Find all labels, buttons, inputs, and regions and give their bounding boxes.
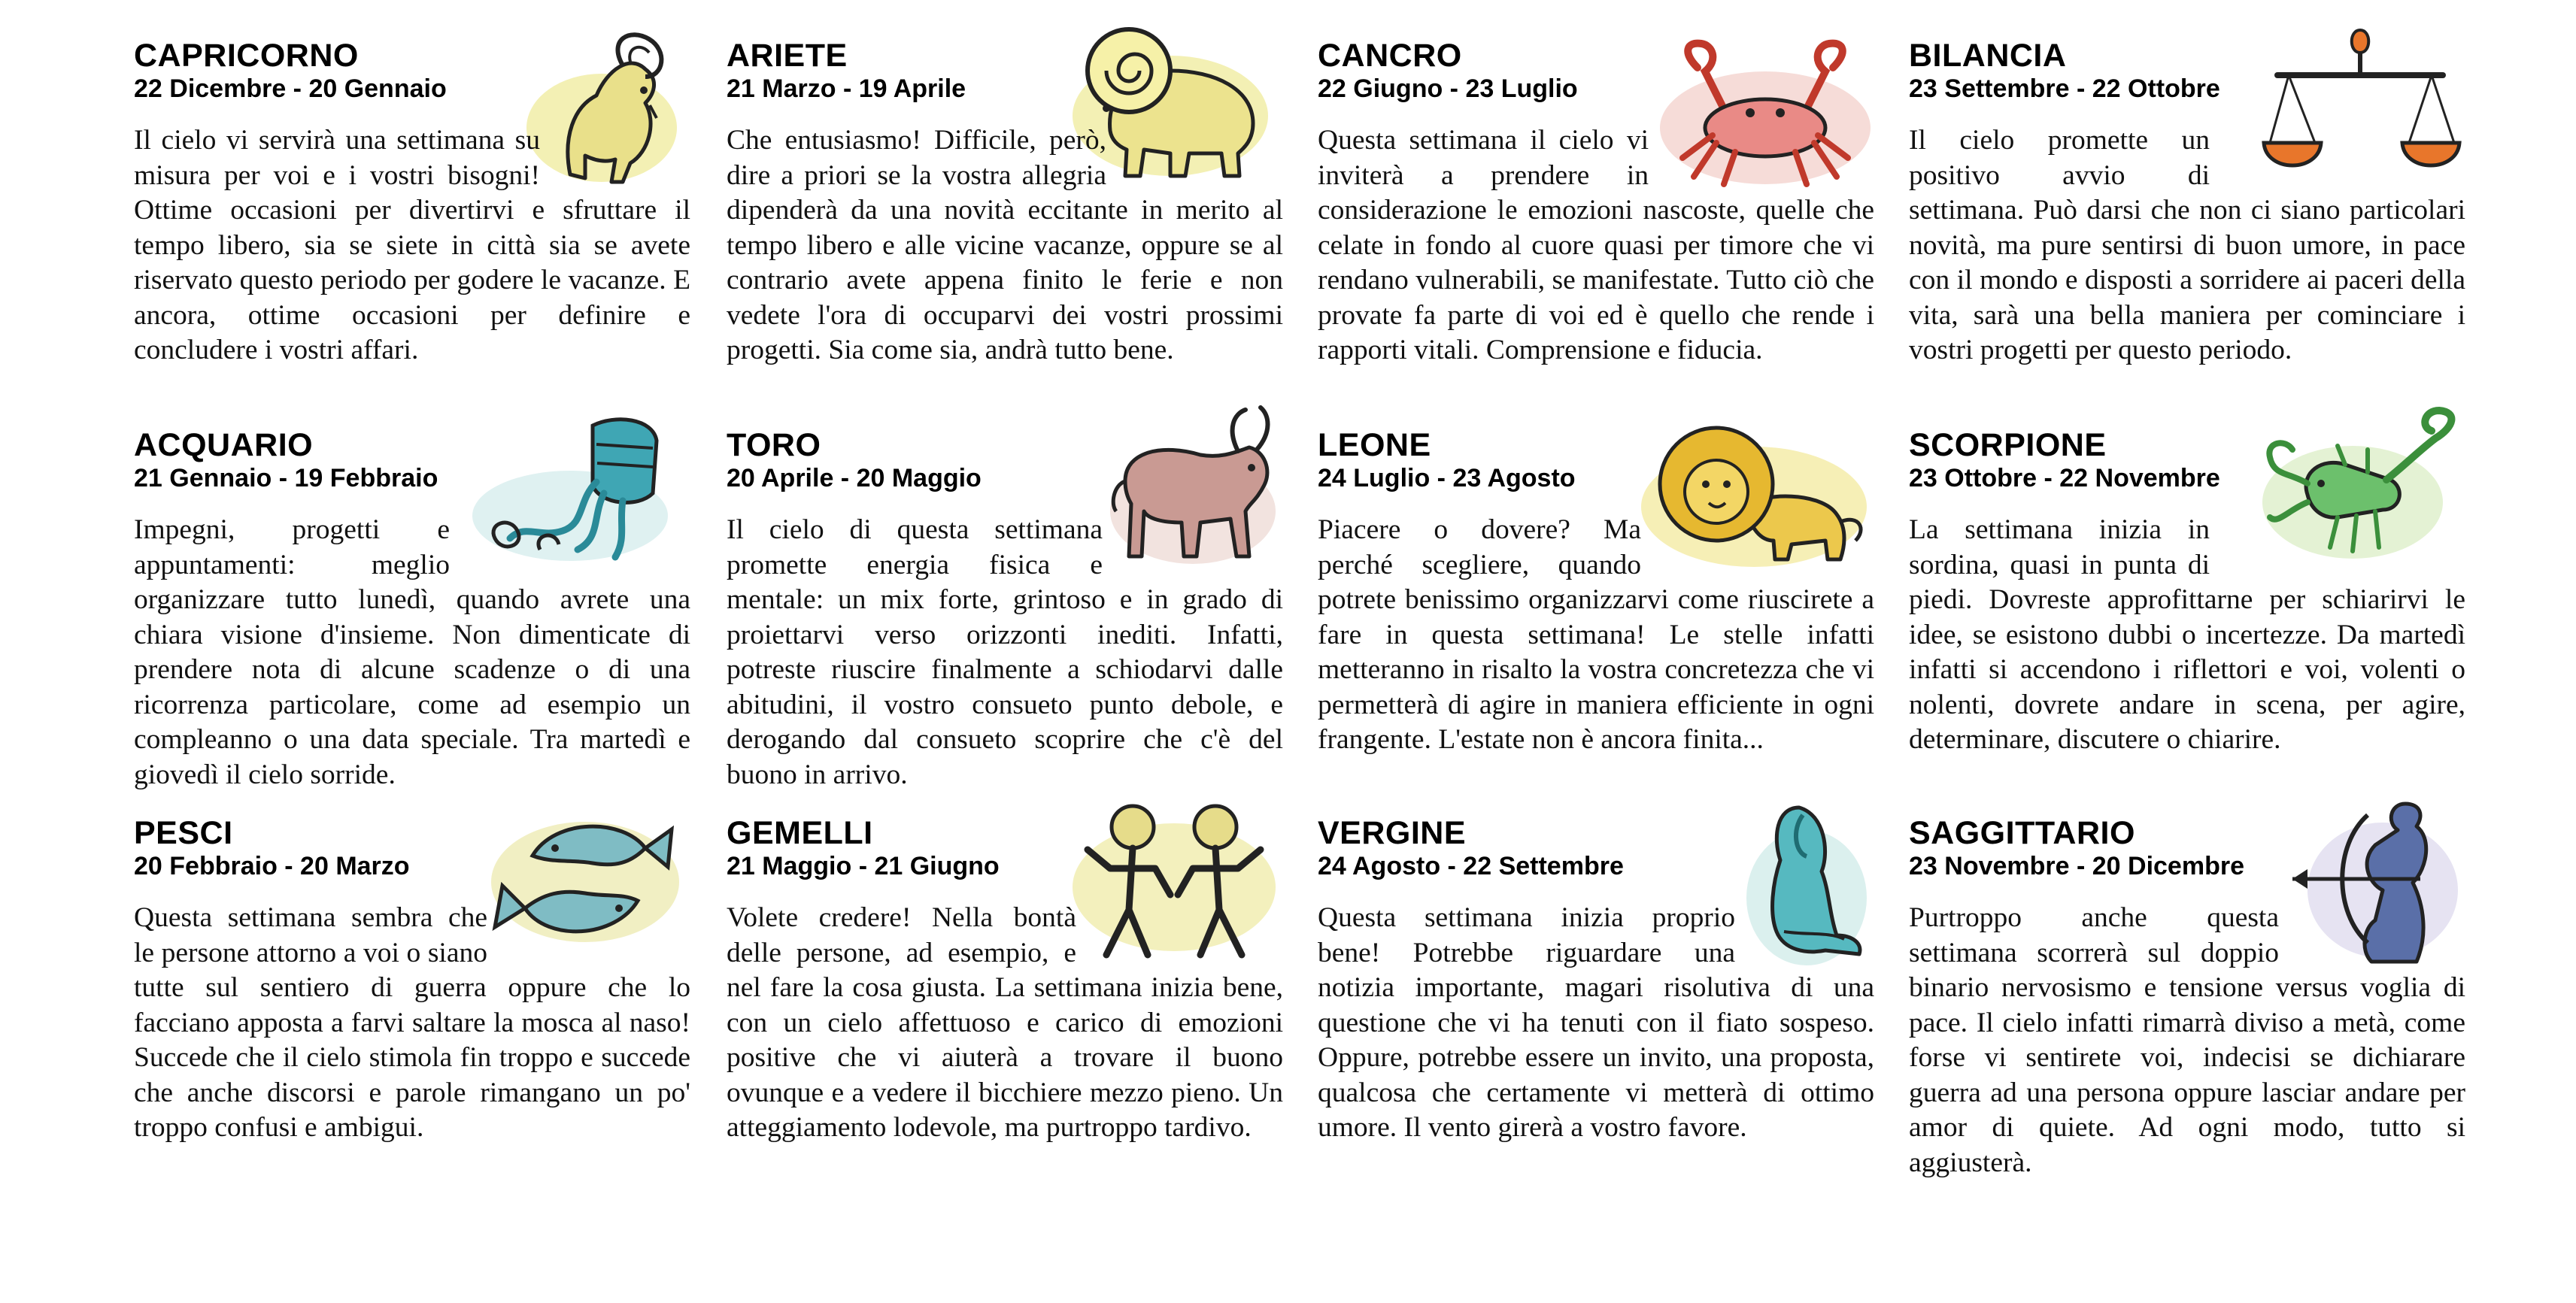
sign-name: GEMELLI: [727, 815, 873, 851]
sign-text: Questa settimana il cielo vi inviterà a prendere in considerazione le emozioni nascoste, quelle che celate in fondo al cuore quasi per timore che vi rendano vulnerabili, se manifestate. Tutto ciò che provate fa parte di voi ed è quello che rende i rapporti vitali. Comprensione e fiducia.: [1318, 125, 1874, 365]
sign-text: La settimana inizia in sordina, quasi in punta di piedi. Dovreste approfittarne per schiarirvi le idee, se esistono dubbi o incertezze. Da martedì infatti si accendono i riflettori e voi, volenti o nolenti, dovrete andare in scena, per agire, determinare, discutere o chiarire.: [1909, 514, 2465, 755]
sign-scorpione: [1909, 427, 2465, 803]
sign-name: CAPRICORNO: [134, 38, 359, 74]
sign-dates: 22 Giugno - 23 Luglio: [1318, 74, 1578, 103]
sign-pesci: [134, 815, 690, 1191]
sign-gemelli: [727, 815, 1283, 1191]
sign-dates: 21 Maggio - 21 Giugno: [727, 852, 1000, 880]
sign-dates: 21 Gennaio - 19 Febbraio: [134, 464, 438, 492]
sign-dates: 20 Aprile - 20 Maggio: [727, 464, 982, 492]
sign-text: Il cielo di questa settimana promette energia fisica e mentale: un mix forte, grintoso e in grado di proiettarvi verso orizzonti inediti. Infatti, potreste riuscire finalmente a schiodarvi dalle abitudini, il vostro consueto punto debole, e derogando dal consueto scoprire che c'è del buono in arrivo.: [727, 514, 1283, 790]
sign-text: Purtroppo anche questa settimana scorrerà sul doppio binario nervosismo e tensione versus voglia di pace. Il cielo infatti rimarrà diviso a metà, come forse vi sentirete voi, indecisi se dichiarare guerra ad una persona oppure lasciar andare per amor di quiete. Ad ogni modo, tutto si aggiusterà.: [1909, 902, 2465, 1178]
sign-text: Questa settimana sembra che le persone attorno a voi o siano tutte sul sentiero di guerra oppure che lo facciano apposta a farvi saltare la mosca al naso! Succede che il cielo stimola fin troppo e succede che anche discorsi e parole rimangano un po' troppo confusi e ambigui.: [134, 902, 690, 1143]
sign-dates: 22 Dicembre - 20 Gennaio: [134, 74, 447, 103]
sign-dates: 23 Settembre - 22 Ottobre: [1909, 74, 2220, 103]
sign-text: Che entusiasmo! Difficile, però, dire a priori se la vostra allegria dipenderà da una novità eccitante in merito al tempo libero e alle vicine vacanze, oppure se al contrario avete appena finito le ferie e non vedete l'ora di occuparvi dei vostri prossimi progetti. Sia come sia, andrà tutto bene.: [727, 125, 1283, 365]
sign-name: BILANCIA: [1909, 38, 2067, 74]
sign-bilancia: [1909, 38, 2465, 414]
sign-vergine: [1318, 815, 1874, 1191]
sign-dates: 20 Febbraio - 20 Marzo: [134, 852, 410, 880]
sign-toro: [727, 427, 1283, 803]
sign-ariete: [727, 38, 1283, 414]
sign-text: Il cielo promette un positivo avvio di settimana. Può darsi che non ci siano particolari novità, ma pure sentirsi di buon umore, in pace con il mondo e disposti a sorridere ai paceri della vita, sarà una bella maniera per cominciare i vostri progetti per questo periodo.: [1909, 125, 2465, 365]
sign-text: Piacere o dovere? Ma perché scegliere, quando potrete benissimo organizzarvi come riuscirete a fare in questa settimana! Le stelle infatti metteranno in risalto la vostra concretezza che vi permetterà di agire in maniera efficiente in ogni frangente. L'estate non è ancora finita...: [1318, 514, 1874, 755]
sign-acquario: [134, 427, 690, 803]
sign-name: ARIETE: [727, 38, 848, 74]
sign-name: ACQUARIO: [134, 427, 314, 463]
sign-dates: 23 Ottobre - 22 Novembre: [1909, 464, 2220, 492]
sign-leone: [1318, 427, 1874, 803]
sign-name: PESCI: [134, 815, 233, 851]
sign-name: TORO: [727, 427, 821, 463]
sign-dates: 24 Agosto - 22 Settembre: [1318, 852, 1624, 880]
sign-text: Volete credere! Nella bontà delle persone, ad esempio, e nel fare la cosa giusta. La settimana inizia bene, con un cielo affettuoso e carico di emozioni positive che vi aiuterà a trovare il buono ovunque e a vedere il bicchiere mezzo pieno. Un atteggiamento lodevole, ma purtroppo tardivo.: [727, 902, 1283, 1143]
sign-name: SCORPIONE: [1909, 427, 2107, 463]
sign-text: Questa settimana inizia proprio bene! Potrebbe riguardare una notizia importante, magari risolutiva di una questione che vi ha tenuti con il fiato sospeso. Oppure, potrebbe essere un invito, una proposta, qualcosa che certamente vi metterà di ottimo umore. Il vento girerà a vostro favore.: [1318, 902, 1874, 1143]
sign-cancro: [1318, 38, 1874, 414]
sign-saggittario: [1909, 815, 2465, 1191]
sign-dates: 21 Marzo - 19 Aprile: [727, 74, 966, 103]
sign-dates: 24 Luglio - 23 Agosto: [1318, 464, 1576, 492]
sign-name: VERGINE: [1318, 815, 1467, 851]
sign-text: Il cielo vi servirà una settimana su misura per voi e i vostri bisogni! Ottime occasioni per divertirvi e sfruttare il tempo libero, sia se siete in città sia se avete riservato questo periodo per godere le vacanze. E ancora, ottime occasioni per definire e concludere i vostri affari.: [134, 125, 690, 365]
sign-name: SAGGITTARIO: [1909, 815, 2135, 851]
sign-dates: 23 Novembre - 20 Dicembre: [1909, 852, 2244, 880]
sign-capricorno: [134, 38, 690, 414]
sign-text: Impegni, progetti e appuntamenti: meglio organizzare tutto lunedì, quando avrete una chiara visione d'insieme. Non dimenticate di prendere nota di alcune scadenze o di una ricorrenza particolare, come ad esempio un compleanno o una data speciale. Tra martedì e giovedì il cielo sorride.: [134, 514, 690, 790]
sign-name: CANCRO: [1318, 38, 1462, 74]
sign-name: LEONE: [1318, 427, 1431, 463]
